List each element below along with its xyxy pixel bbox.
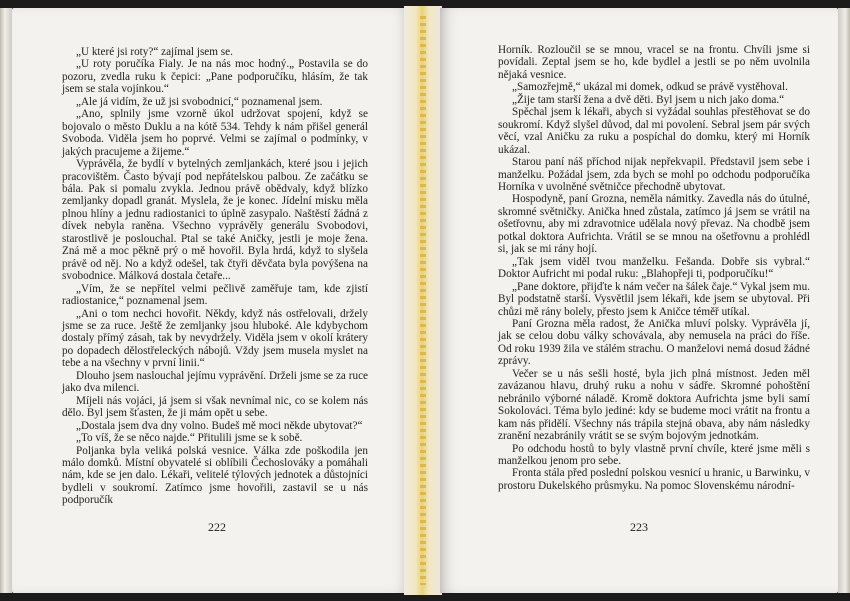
right-page — [440, 8, 838, 593]
left-page-number: 222 — [208, 520, 226, 534]
paragraph: Fronta stála před poslední polskou vesnicí u hranic, u Barwinku, v prostoru Dukelského průsmyku. Na pomoc Slovenskému národní- — [498, 467, 810, 492]
paragraph: Po odchodu hostů to byly vlastně první chvíle, které jsme měli s manželkou jenom pro sebe. — [498, 442, 810, 467]
paragraph: Večer se u nás sešli hosté, byla jich plná místnost. Jeden měl zavázanou hlavu, druhý ruku a nohu v sádře. Skromné pohoštění nebránilo výborné náladě. Kromě doktora Aufrichta jsme byli samí Sokolováci. Téma bylo jediné: kdy se budeme moci vrátit na frontu a kam nás přidělí. Všechny nás trápila stejná obava, aby nám následky zranění nezabránily vrátit se se svým bojovým jednotkám. — [498, 367, 810, 443]
paragraph: Starou paní náš příchod nijak nepřekvapil. Představil jsem sebe i manželku. Požádal jsem, zda bych se mohl po odchodu podporučíka Horníka v uvolněné světničce přechodně ubytovat. — [498, 156, 810, 193]
paragraph: „Ano, splnily jsme vzorně úkol udržovat spojení, když se bojovalo o město Duklu a na kótě 534. Tehdy k nám přišel generál Svoboda. Viděla jsem ho poprvé. Velmi se zajímal o podmínky, v jakých pracujeme a žijeme.“ — [62, 108, 368, 158]
paragraph: Dlouho jsem naslouchal jejímu vyprávění. Drželi jsme se za ruce jako dva milenci. — [62, 369, 368, 395]
paragraph: „Ani o tom nechci hovořit. Někdy, když nás ostřelovali, držely jsme se za ruce. Ještě že zemljanky jsou hluboké. Ale kdybychom dostaly přímý zásah, tak by nevydržely. Viděla jsem v okolí krátery po dopadech dělostřeleckých nábojů. Vždy jsem musela myslet na tebe a na všechny v první linii.“ — [62, 307, 368, 370]
paragraph: „U které jsi roty?“ zajímal jsem se. — [76, 46, 233, 58]
paragraph: Horník. Rozloučil se se mnou, vracel se na frontu. Chvíli jsme si povídali. Zeptal jsem se ho, kde bydlel a jestli se po něm uvolnila nějaká vesnice. — [498, 44, 810, 81]
book-edge-left — [0, 8, 12, 593]
paragraph: „Samozřejmě,“ ukázal mi domek, odkud se právě vystěhoval. — [512, 81, 788, 94]
left-page — [12, 8, 410, 593]
paragraph: Hospodyně, paní Grozna, neměla námitky. Zavedla nás do útulné, skromné světničky. Anička hned zůstala, zatímco já jsem se vrátil na ošetřovnu, aby mi zdravotnice udělala nový převaz. Na chodbě jsem potkal doktora Aufrichta. Vrátil se se mnou na ošetřovnu a prohlédl si, jak se mi rány hojí. — [498, 193, 810, 256]
book-gutter — [404, 6, 442, 595]
paragraph: Vyprávěla, že bydlí v bytelných zemljankách, které jsou i jejich pracovištěm. Často bývají pod nepřátelskou palbou. Ze začátku se bála. Pak si pomalu zvykla. Jednou právě obědvaly, když blízko zemljanky dopadl granát. Myslela, že je konec. Jídelní misku měla plnou hlíny a jednu radiostanici to úplně zasypalo. Naštěstí žádná z dívek nebyla raněna. Všechno vyprávěly generálu Svobodovi, starostlivě je poslouchal. Ptal se také Aničky, jestli je moje žena. Zná mě a moc pěkně prý o mě hovořil. Byla hrdá, když to slyšela právě od něj. No a když odešel, tak čtyři děvčata byla povýšena na svobodnice. Málková dostala četaře... — [62, 158, 368, 283]
paragraph: Spěchal jsem k lékaři, abych si vyžádal souhlas přestěhovat se do soukromí. Když slyšel důvod, dal mi povolení. Sebral jsem pár svých věcí, vzal Aničku za ruku a pospíchal do domku, který mi Horník ukázal. — [498, 106, 810, 156]
paragraph: „Tak jsem viděl tvou manželku. Fešanda. Dobře sis vybral.“ Doktor Aufricht mi podal ruku: „Blahopřeji ti, podporučíku!“ — [498, 255, 810, 281]
paragraph: „Pane doktore, přijďte k nám večer na šálek čaje.“ Vykal jsem mu. Byl podstatně starší. Vysvětlil jsem lékaři, kde jsem se ubytoval. Při chůzi mě rány bolely, přesto jsem k Aničce téměř utíkal. — [498, 280, 810, 318]
binding-thread — [420, 16, 426, 585]
paragraph: „To víš, že se něco najde.“ Přitulili jsme se k sobě. — [76, 432, 303, 445]
paragraph: „U roty poručíka Fialy. Je na nás moc hodný.„ Postavila se do pozoru, zvedla ruku k čepici: „Pane podporučíku, hlásím, že tak jsem se stala vojínkou.“ — [62, 58, 368, 96]
paragraph: „Žije tam starší žena a dvě děti. Byl jsem u nich jako doma.“ — [512, 93, 785, 106]
paragraph: Poljanka byla veliká polská vesnice. Válka zde poškodila jen málo domků. Místní obyvatelé si oblíbili Čechoslováky a pomáhali nám, kde se jen dalo. Lékaři, velitelé týlových jednotek a důstojníci bydleli v soukromí. Zatímco jsme hovořili, zastavil se u nás podporučík — [62, 444, 368, 507]
paragraph: Paní Grozna měla radost, že Anička mluví polsky. Vyprávěla jí, jak se celou dobu války schovávala, aby nemusela na práci do říše. Od roku 1939 žila ve stálém strachu. O manželovi nemá dosud žádné zprávy. — [498, 317, 810, 368]
left-page-text — [62, 46, 368, 507]
right-page-text — [498, 44, 810, 492]
paragraph: „Dostala jsem dva dny volno. Budeš mě moci někde ubytovat?“ — [76, 419, 363, 432]
book-edge-right — [838, 8, 850, 593]
paragraph: „Vím, že se nepřítel velmi pečlivě zaměřuje tam, kde zjistí radiostanice,“ poznamenal jsem. — [62, 282, 368, 308]
right-page-number: 223 — [630, 520, 648, 534]
paragraph: Míjeli nás vojáci, já jsem si však nevnímal nic, co se kolem nás dělo. Byl jsem šťasten, že ji mám opět u sebe. — [62, 394, 368, 420]
paragraph: „Ale já vidím, že už jsi svobodnicí,“ poznamenal jsem. — [76, 95, 323, 108]
